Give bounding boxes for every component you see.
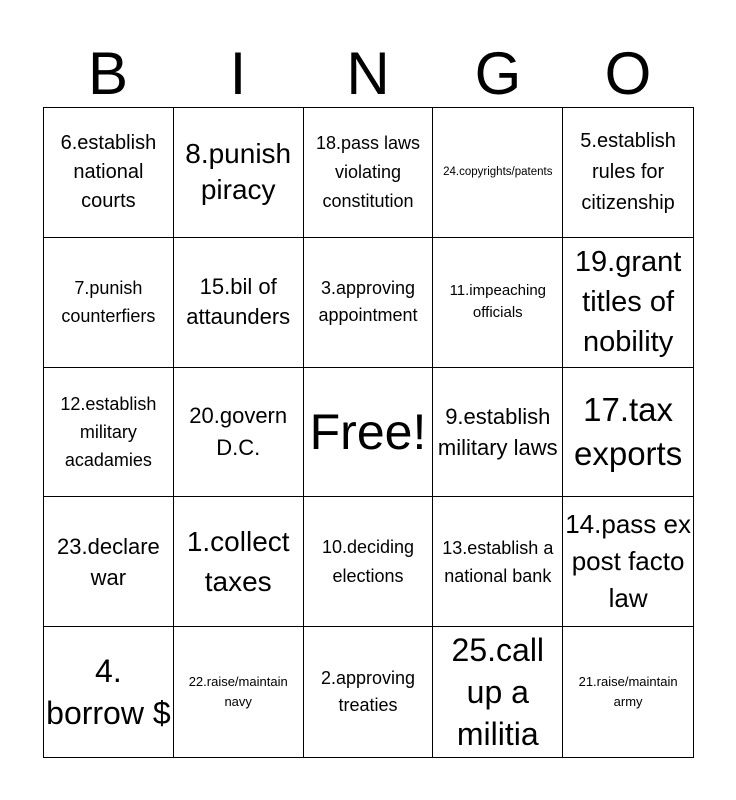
cell-text: 14.pass ex post facto law [565,509,691,614]
header-letter-g: G [474,40,522,107]
cell-text: 22.raise/maintain navy [188,674,288,710]
cell-text: 11.impeaching officials [449,282,547,322]
header-letter-o: O [604,40,652,107]
bingo-cell [304,627,434,757]
cell-text: 7.punish counterfiers [61,278,156,327]
bingo-cell [433,497,563,627]
bingo-cell [304,368,434,498]
cell-text: 25.call up a militia [451,632,545,753]
bingo-cell [563,368,693,498]
cell-text: 19.grant titles of nobility [574,246,682,359]
bingo-cell [304,108,434,238]
header-letter-b: B [87,40,129,107]
cell-text: 17.tax exports [573,390,683,472]
bingo-cell [563,238,693,368]
bingo-cell [174,627,304,757]
cell-text: 23.declare war [57,533,160,590]
cell-text: 24.copyrights/patents [443,166,553,179]
bingo-cell [174,238,304,368]
cell-text: 1.collect taxes [186,525,290,597]
bingo-cell [44,497,174,627]
cell-text: 5.establish rules for citizenship [580,129,676,214]
bingo-cell [44,238,174,368]
cell-text: 4. borrow $ [46,653,171,732]
cell-text: 20.govern D.C. [189,402,288,460]
bingo-cell [563,108,693,238]
bingo-cell [174,368,304,498]
bingo-cell [563,497,693,627]
bingo-cell [44,108,174,238]
cell-text: 6.establish national courts [60,131,157,212]
header-letter-i: I [229,40,247,107]
cell-text: 18.pass laws violating constitution [315,132,421,211]
bingo-cell [304,497,434,627]
free-space: Free! [309,403,427,460]
bingo-header [43,40,693,108]
bingo-cell [44,627,174,757]
bingo-cell [433,368,563,498]
bingo-cell [433,108,563,238]
bingo-cell [174,108,304,238]
bingo-cell [433,238,563,368]
cell-text: 13.establish a national bank [442,537,554,586]
bingo-cell [304,238,434,368]
cell-text: 8.punish piracy [185,138,292,206]
bingo-board [43,107,694,758]
cell-text: 15.bil of attaunders [186,274,291,330]
cell-text: 9.establish military laws [437,403,558,460]
cell-text: 3.approving appointment [318,278,418,326]
bingo-cell [44,368,174,498]
cell-text: 10.deciding elections [321,536,415,586]
bingo-cell [174,497,304,627]
cell-text: 12.establish military acadamies [60,393,157,470]
bingo-cell [563,627,693,757]
bingo-cell [433,627,563,757]
header-letter-n: N [346,40,390,107]
cell-text: 2.approving treaties [320,668,416,716]
cell-text: 21.raise/maintain army [578,674,678,710]
